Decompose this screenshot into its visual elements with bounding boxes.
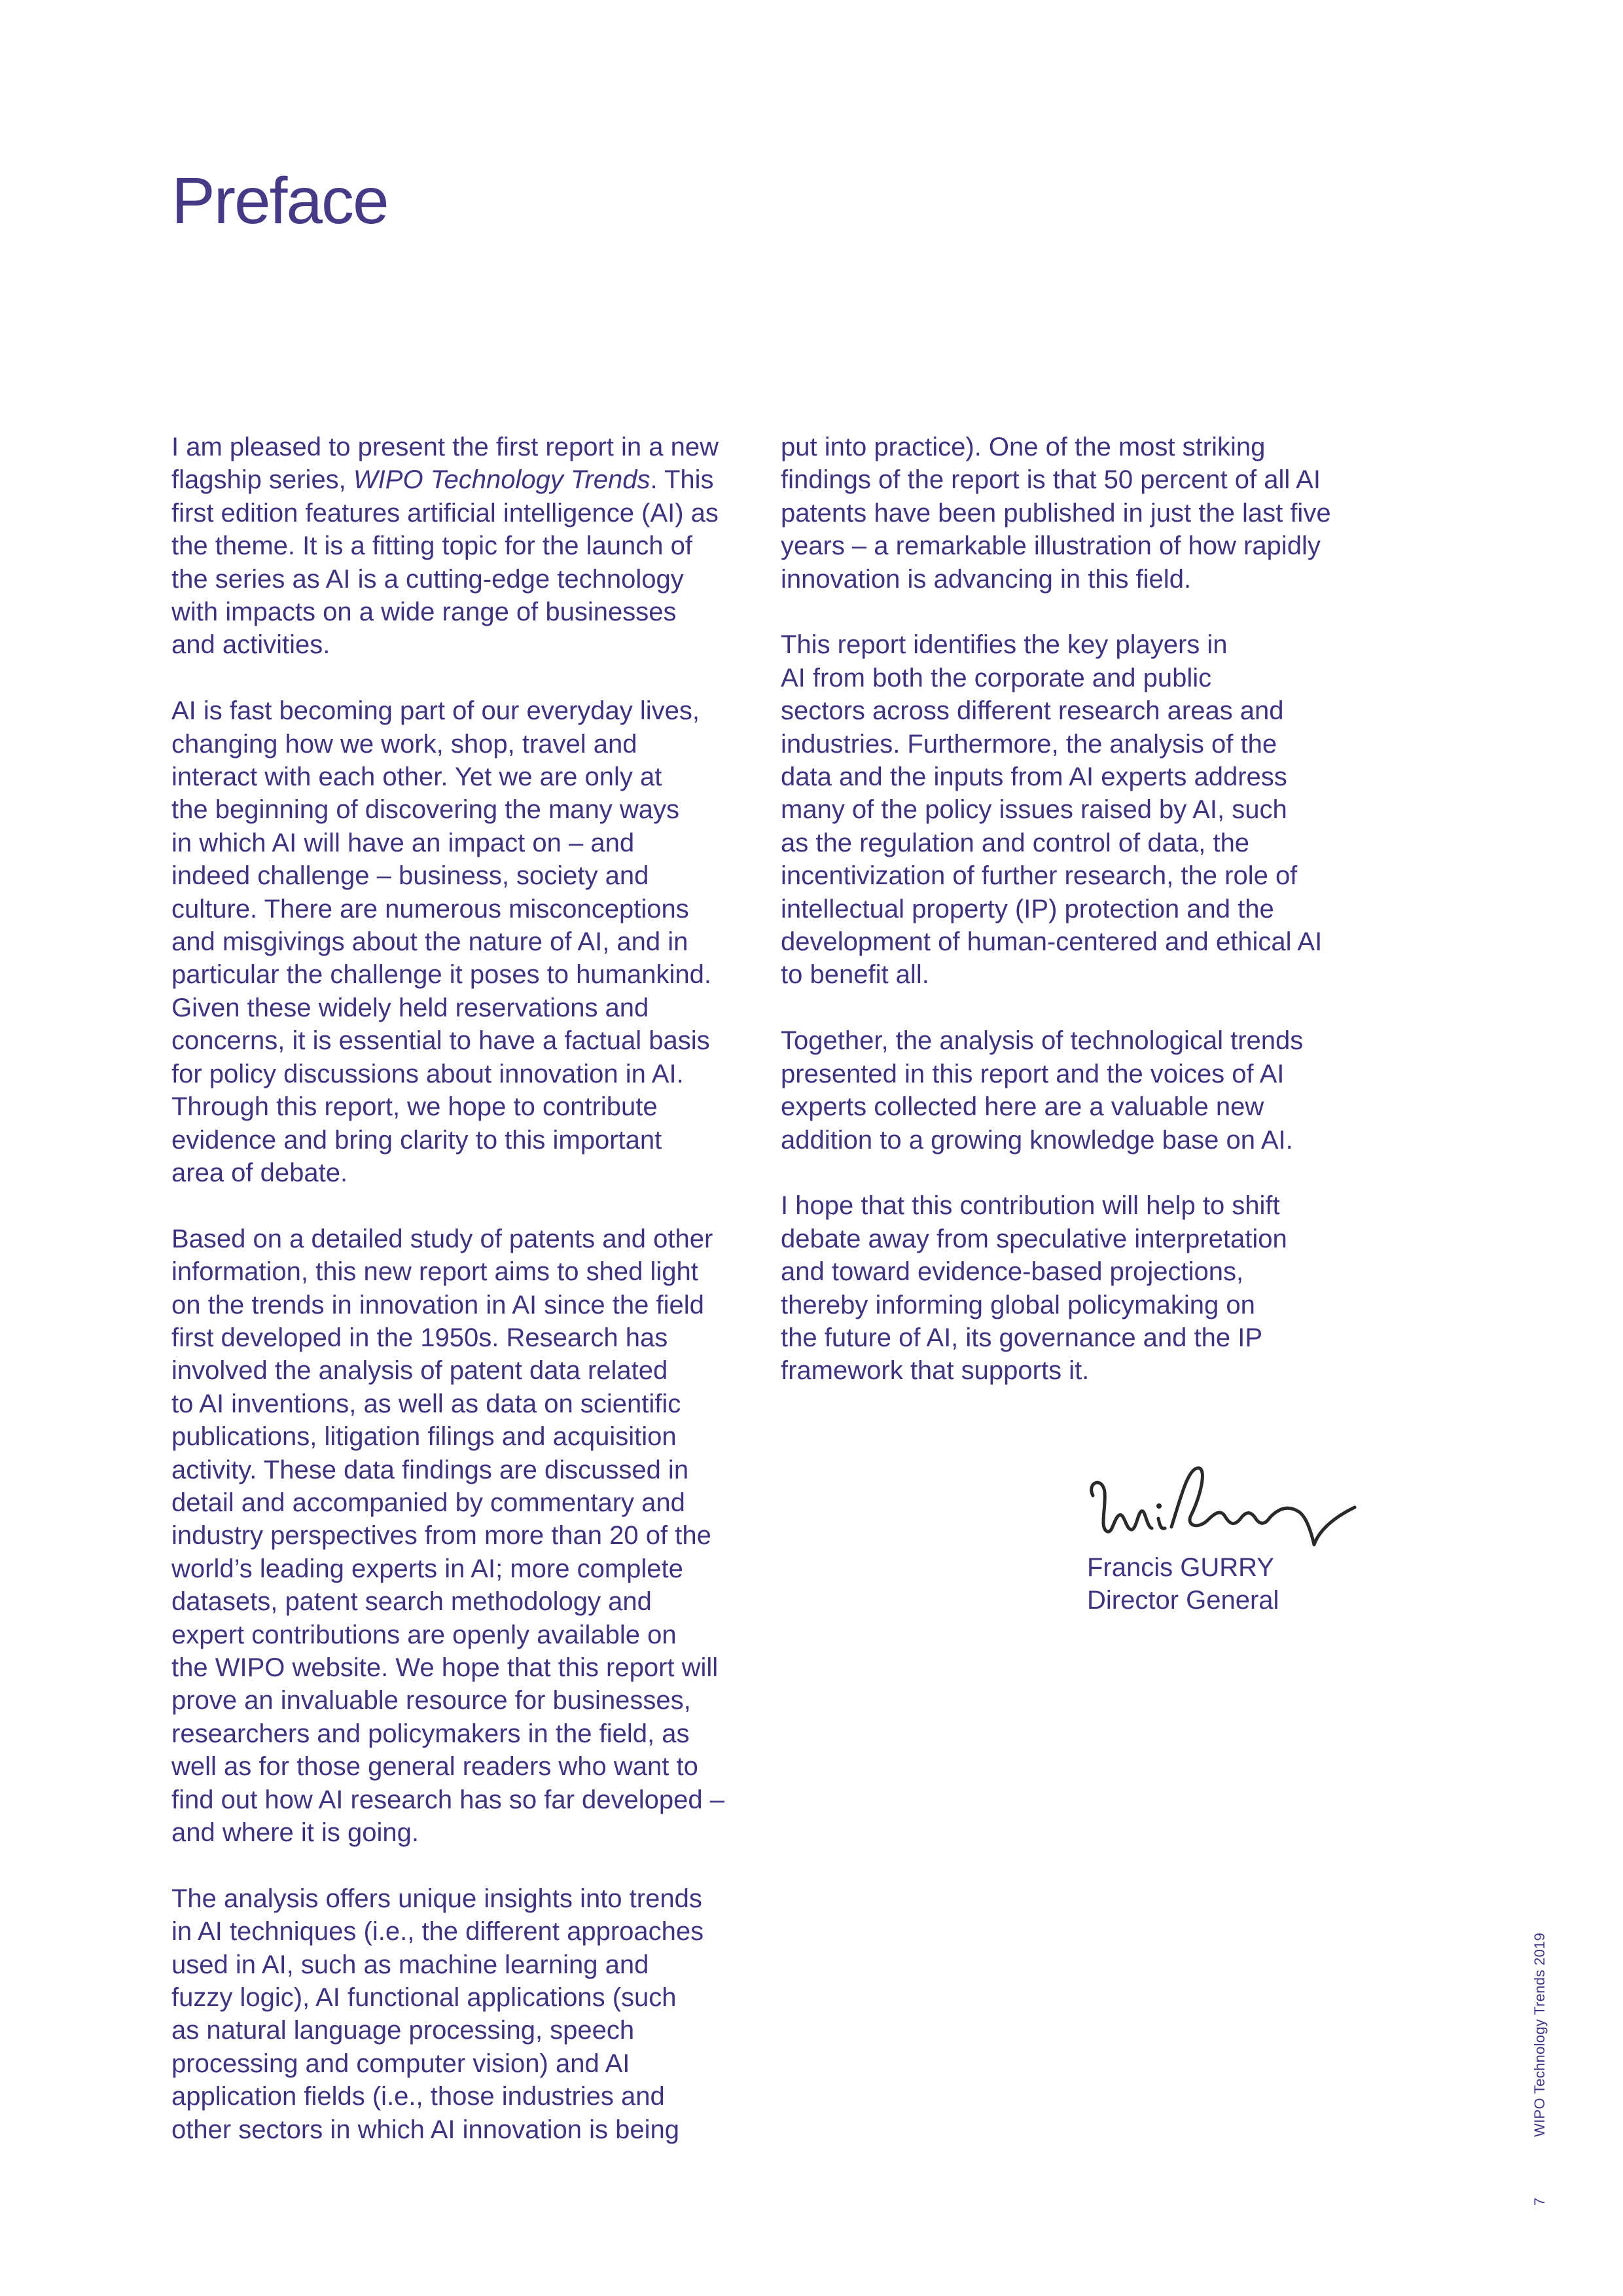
series-title: WIPO Technology Trends (353, 465, 651, 495)
paragraph-intro (171, 431, 760, 662)
signatory-name: Francis GURRY (1087, 1553, 1274, 1582)
paragraph-together: Together, the analysis of technological trends presented in this report and the voices of AI experts collected here are a valuable new addition to a growing knowledge base on AI. (781, 1026, 1304, 1155)
left-column (171, 431, 760, 2179)
paragraph-ai-everyday: AI is fast becoming part of our everyday lives, changing how we work, shop, travel and interact with each other. Yet we are only at the beginning of discovering the many ways in which AI will have an impact on – and indeed challenge – business, society and culture. There are numerous misconceptions and misgivings about the nature of AI, and in particular the challenge it poses to humankind. Given these widely held reservations and concerns, it is essential to have a factual basis for policy discussions about innovation in AI. Through this report, we hope to contribute evidence and bring clarity to this important area of debate. (171, 696, 711, 1187)
paragraph-hope: I hope that this contribution will help to shift debate away from speculative interpretation and toward evidence-based projections, thereby informing global policymaking on the future of AI, its governance and the IP framework that supports it. (781, 1191, 1287, 1386)
page-title: Preface (171, 164, 388, 238)
paragraph-intro-text-before: I am pleased to present the first report in a new flagship series, (171, 433, 719, 495)
paragraph-study-basis: Based on a detailed study of patents and other information, this new report aims to shed light on the trends in innovation in AI since the field first developed in the 1950s. Research has involved the analysis of patent data related to AI inventions, as well as data on scientific publications, litigation filings and acquisition activity. These data findings are discussed in detail and accompanied by commentary and industry perspectives from more than 20 of the world’s leading experts in AI; more complete datasets, patent search methodology and expert contributions are openly available on the WIPO website. We hope that this report will prove an invaluable resource for businesses, researchers and policymakers in the field, as well as for those general readers who want to find out how AI research has so far developed – and where it is going. (171, 1224, 724, 1848)
page-number: 7 (1531, 2197, 1548, 2206)
paragraph-analysis-insights: The analysis offers unique insights into trends in AI techniques (i.e., the different approaches used in AI, such as machine learning and fuzzy logic), AI functional applications (such as natural language processing, speech processing and computer vision) and AI application fields (i.e., those industries and other sectors in which AI innovation is being (171, 1884, 704, 2144)
paragraph-findings: put into practice). One of the most striking findings of the report is that 50 percent of all AI patents have been published in just the last five years – a remarkable illustration of how rapidly innovation is advancing in this field. (781, 433, 1331, 594)
paragraph-intro-text-after: . This first edition features artificial intelligence (AI) as the theme. It is a fitting topic for the launch of the series as AI is a cutting-edge technology with impacts on a wide range of businesses and activities. (171, 465, 719, 660)
signatory-block (1087, 1551, 1279, 1617)
paragraph-key-players: This report identifies the key players in AI from both the corporate and public sectors across different research areas and industries. Furthermore, the analysis of the data and the inputs from AI experts address many of the policy issues raised by AI, such as the regulation and control of data, the incentivization of further research, the role of intellectual property (IP) protection and the development of human-centered and ethical AI to benefit all. (781, 630, 1323, 990)
right-column (781, 431, 1383, 1420)
running-footer: WIPO Technology Trends 2019 (1531, 1932, 1548, 2137)
signatory-role: Director General (1087, 1586, 1279, 1615)
